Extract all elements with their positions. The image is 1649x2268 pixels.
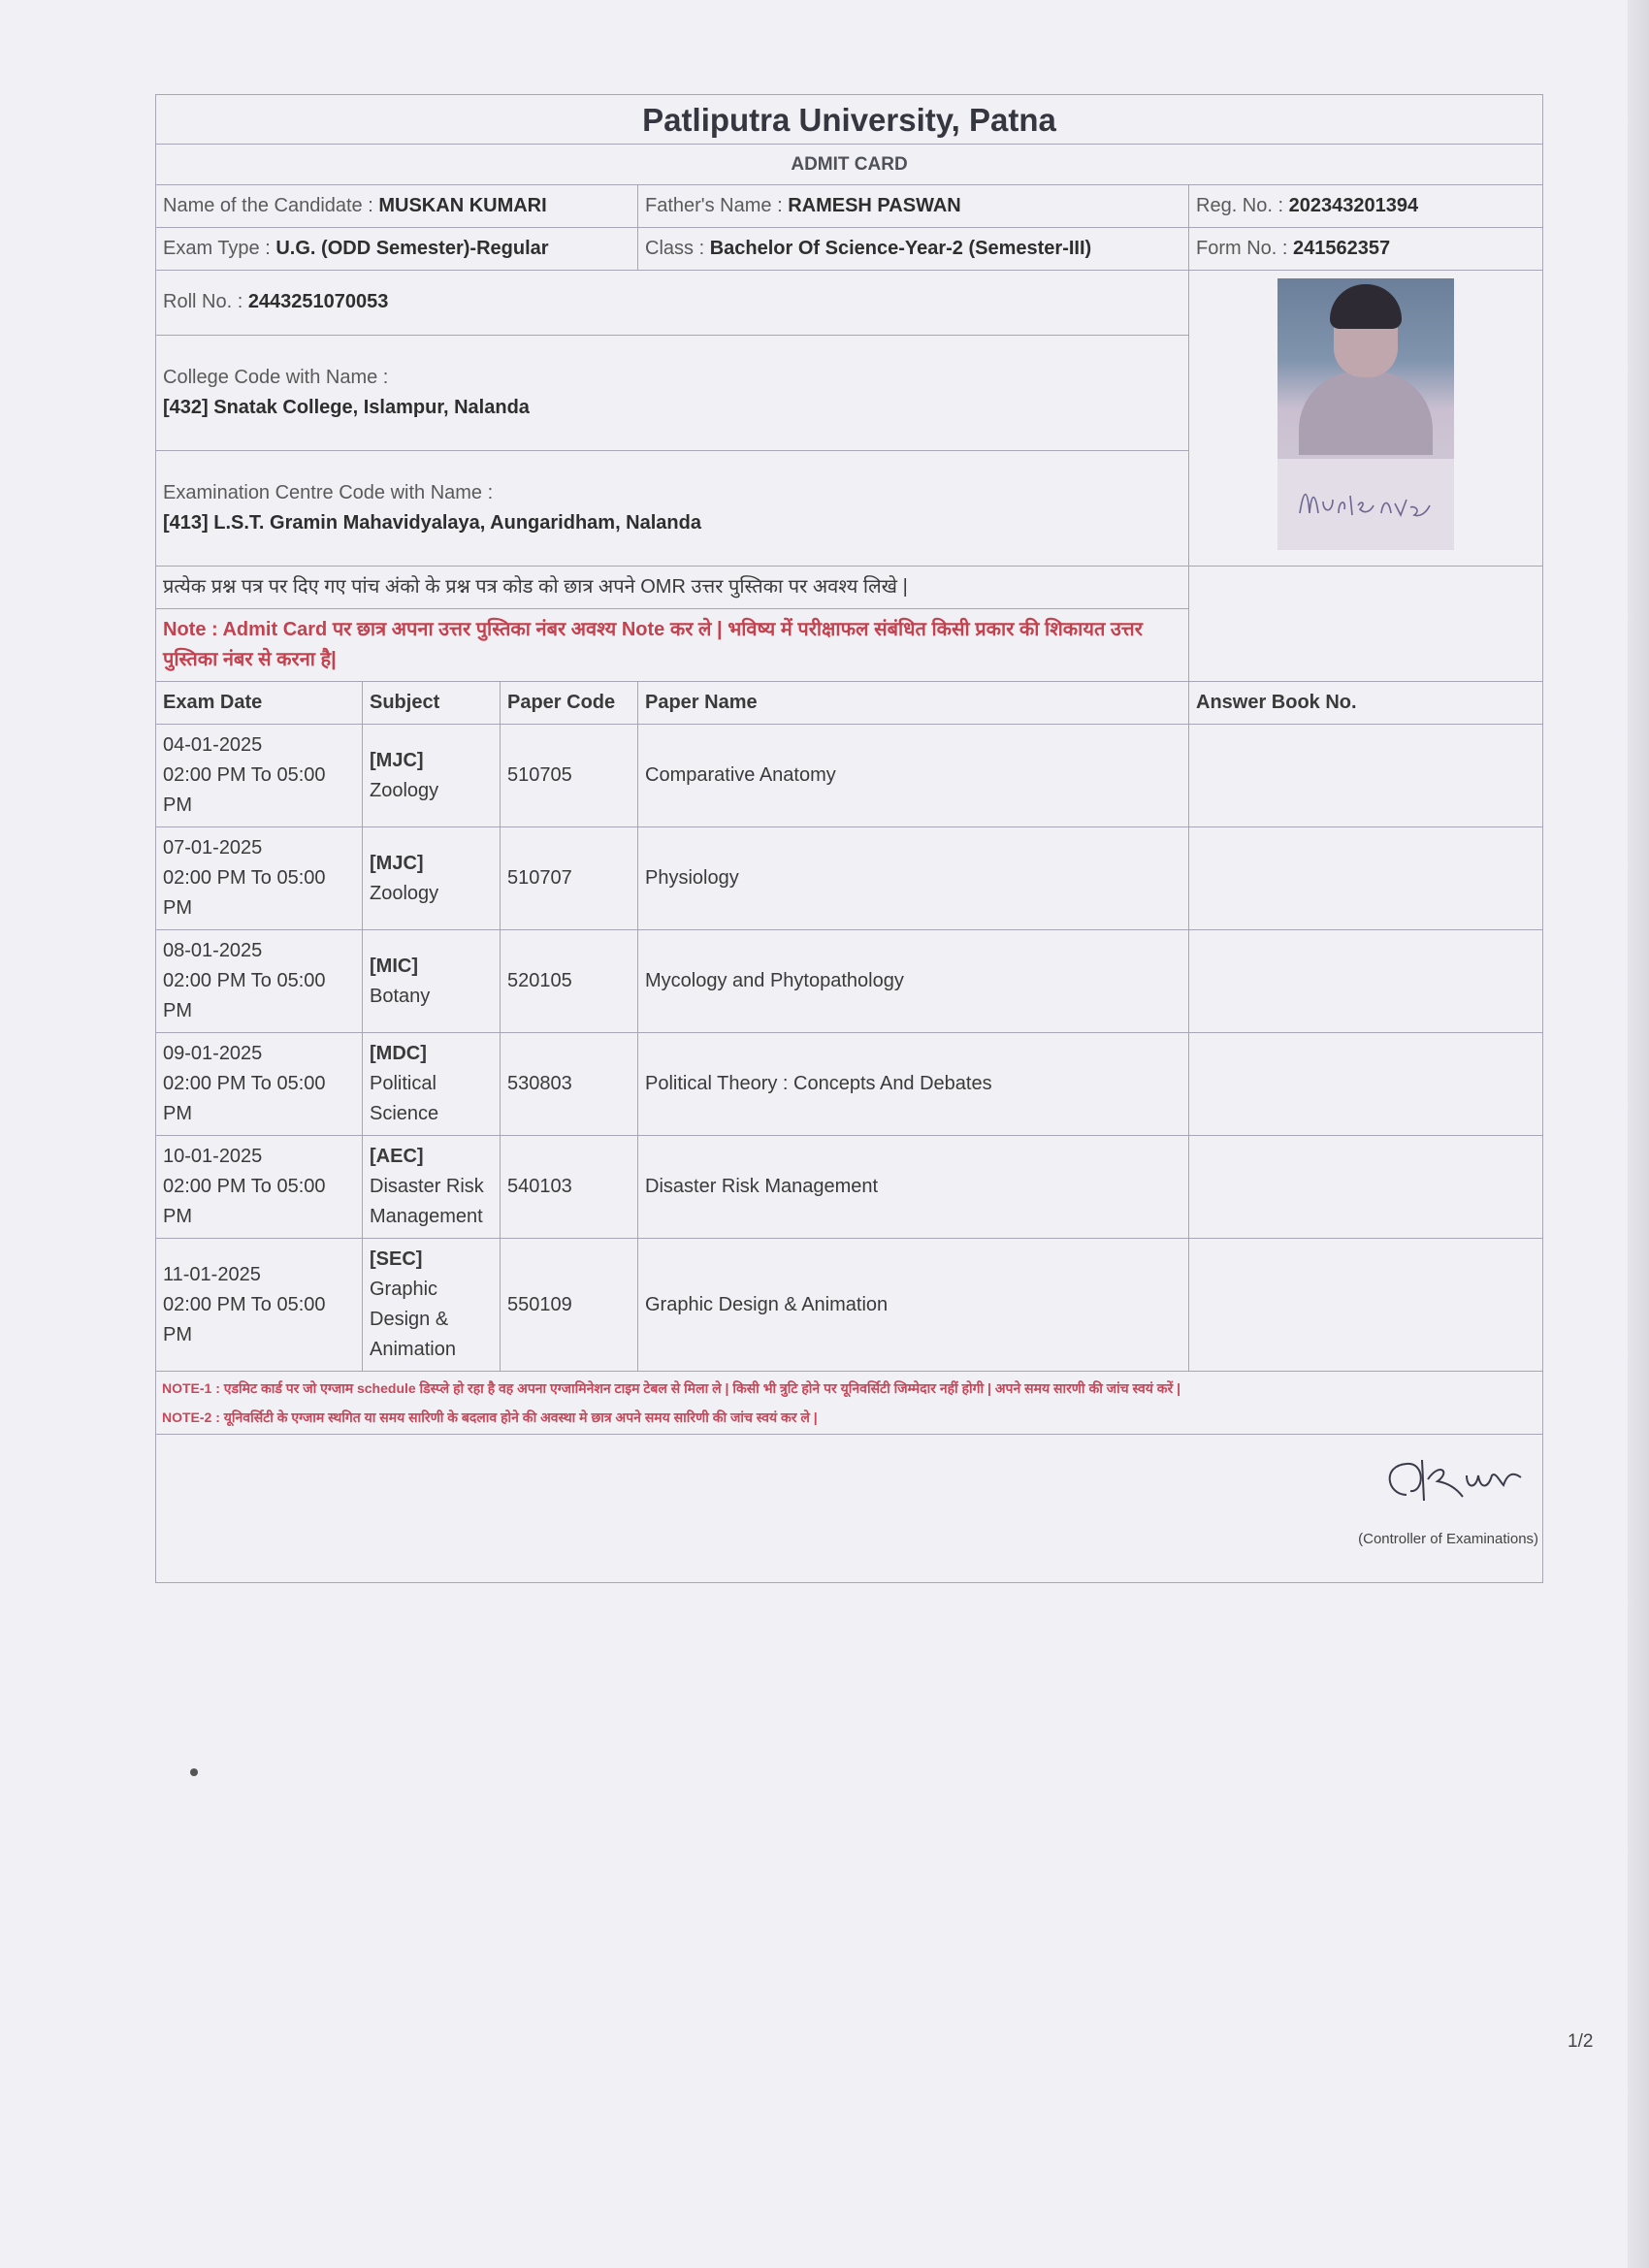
admit-card-table (155, 94, 1543, 1583)
subject-cell (363, 725, 501, 827)
paper-name-cell (638, 930, 1189, 1033)
subject-code-tag: [SEC] (370, 1248, 423, 1270)
paper-name: Disaster Risk Management (645, 1176, 879, 1197)
paper-name: Comparative Anatomy (645, 764, 836, 786)
exam-date: 04-01-2025 (163, 734, 263, 756)
answer-book-cell (1189, 930, 1543, 1033)
exam-date-cell (156, 725, 363, 827)
exam-date: 10-01-2025 (163, 1146, 263, 1167)
exam-date-cell (156, 1033, 363, 1136)
exam-date-cell (156, 827, 363, 930)
paper-name: Mycology and Phytopathology (645, 970, 904, 991)
paper-code: 550109 (507, 1293, 572, 1315)
subject-name: Graphic Design & Animation (370, 1279, 456, 1360)
exam-schedule (156, 725, 1543, 1372)
header-paper-code: Paper Code (501, 682, 638, 725)
answer-book-cell (1189, 1136, 1543, 1239)
admit-card-heading: ADMIT CARD (156, 145, 1543, 185)
reg-no: 202343201394 (1288, 195, 1419, 216)
class-cell (638, 228, 1189, 271)
college-cell (156, 335, 1189, 450)
exam-type-label: Exam Type : (163, 238, 271, 259)
roll-no-cell (156, 271, 1189, 336)
answer-book-cell (1189, 725, 1543, 827)
header-exam-date: Exam Date (156, 682, 363, 725)
paper-code: 530803 (507, 1073, 572, 1094)
photo-body (1299, 372, 1433, 455)
answer-book-note: Note : Admit Card पर छात्र अपना उत्तर पुस्तिका नंबर अवश्य Note कर ले | भविष्य में परीक्षाफल संबंधित किसी प्रकार की शिकायत उत्तर पुस्तिका नंबर से करना है| (156, 609, 1189, 682)
subject-cell (363, 1239, 501, 1372)
form-no-label: Form No. : (1196, 238, 1288, 259)
subject-cell (363, 827, 501, 930)
paper-name-cell (638, 1239, 1189, 1372)
exam-time: 02:00 PM To 05:00 PM (163, 970, 326, 1021)
candidate-signature (1277, 459, 1454, 550)
paper-name: Graphic Design & Animation (645, 1293, 889, 1315)
form-no-cell (1189, 228, 1543, 271)
exam-date: 07-01-2025 (163, 837, 263, 859)
exam-row (156, 1239, 1543, 1372)
exam-date-cell (156, 1239, 363, 1372)
admit-card (155, 94, 1542, 1583)
subject-name: Political Science (370, 1073, 439, 1124)
subject-code-tag: [MDC] (370, 1043, 427, 1064)
exam-date: 11-01-2025 (163, 1263, 261, 1285)
exam-row (156, 1033, 1543, 1136)
paper-name: Physiology (645, 867, 739, 889)
roll-no-label: Roll No. : (163, 291, 243, 313)
note-1: NOTE-1 : एडमिट कार्ड पर जो एग्जाम schedule डिस्प्ले हो रहा है वह अपना एग्जामिनेशन टाइम टेबल से मिला ले | किसी भी त्रुटि होने पर यूनिवर्सिटी जिम्मेदार नहीं होगी | अपने समय सारणी की जांच स्वयं करें | (162, 1380, 1181, 1396)
speck (190, 1768, 198, 1776)
centre-cell (156, 450, 1189, 566)
page-edge (1628, 0, 1649, 2268)
exam-time: 02:00 PM To 05:00 PM (163, 764, 326, 816)
paper-name-cell (638, 1033, 1189, 1136)
exam-date: 08-01-2025 (163, 940, 263, 961)
roll-no: 2443251070053 (247, 291, 389, 313)
reg-no-cell (1189, 185, 1543, 228)
centre-label: Examination Centre Code with Name : (163, 481, 494, 503)
exam-date: 09-01-2025 (163, 1043, 263, 1064)
controller-label: (Controller of Examinations) (1358, 1531, 1539, 1547)
notes-cell (156, 1372, 1543, 1435)
exam-row (156, 725, 1543, 827)
father-name-cell (638, 185, 1189, 228)
header-paper-name: Paper Name (638, 682, 1189, 725)
paper-code-cell (501, 827, 638, 930)
answer-book-cell (1189, 827, 1543, 930)
paper-code-cell (501, 930, 638, 1033)
photo-cell (1189, 271, 1543, 567)
subject-code-tag: [AEC] (370, 1146, 424, 1167)
exam-time: 02:00 PM To 05:00 PM (163, 867, 326, 919)
exam-type: U.G. (ODD Semester)-Regular (275, 238, 549, 259)
subject-name: Botany (370, 985, 431, 1007)
paper-name-cell (638, 725, 1189, 827)
exam-time: 02:00 PM To 05:00 PM (163, 1176, 326, 1227)
reg-no-label: Reg. No. : (1196, 195, 1284, 216)
paper-name: Political Theory : Concepts And Debates (645, 1073, 992, 1094)
omr-instruction: प्रत्येक प्रश्न पत्र पर दिए गए पांच अंको के प्रश्न पत्र कोड को छात्र अपने OMR उत्तर पुस्तिका पर अवश्य लिखे | (156, 567, 1189, 609)
exam-row (156, 827, 1543, 930)
paper-code: 520105 (507, 970, 572, 991)
paper-name-cell (638, 1136, 1189, 1239)
subject-name: Disaster Risk Management (370, 1176, 484, 1227)
class-label: Class : (645, 238, 705, 259)
header-subject: Subject (363, 682, 501, 725)
answer-book-cell (1189, 1239, 1543, 1372)
subject-cell (363, 1033, 501, 1136)
exam-row (156, 1136, 1543, 1239)
class-value: Bachelor Of Science-Year-2 (Semester-III) (709, 238, 1092, 259)
father-name-label: Father's Name : (645, 195, 783, 216)
header-answer-book: Answer Book No. (1189, 682, 1543, 725)
paper-name-cell (638, 827, 1189, 930)
paper-code-cell (501, 1239, 638, 1372)
exam-row (156, 930, 1543, 1033)
subject-code-tag: [MJC] (370, 852, 424, 874)
exam-date-cell (156, 1136, 363, 1239)
controller-signature (1368, 1442, 1533, 1520)
subject-code-tag: [MIC] (370, 955, 418, 977)
exam-time: 02:00 PM To 05:00 PM (163, 1293, 326, 1345)
signature-cell (156, 1435, 1543, 1583)
subject-cell (363, 930, 501, 1033)
candidate-photo (1277, 278, 1454, 550)
university-title: Patliputra University, Patna (156, 95, 1543, 145)
paper-code-cell (501, 725, 638, 827)
centre-name: [413] L.S.T. Gramin Mahavidyalaya, Aungaridham, Nalanda (163, 511, 701, 534)
father-name: RAMESH PASWAN (788, 195, 961, 216)
exam-time: 02:00 PM To 05:00 PM (163, 1073, 326, 1124)
subject-cell (363, 1136, 501, 1239)
college-name: [432] Snatak College, Islampur, Nalanda (163, 396, 530, 418)
answer-book-cell (1189, 1033, 1543, 1136)
paper-code-cell (501, 1033, 638, 1136)
paper-code: 540103 (507, 1176, 572, 1197)
photo-hair (1330, 284, 1402, 329)
subject-name: Zoology (370, 779, 439, 801)
form-no: 241562357 (1293, 238, 1391, 259)
subject-name: Zoology (370, 882, 439, 904)
blank-note-cell (1189, 567, 1543, 682)
subject-code-tag: [MJC] (370, 749, 424, 771)
candidate-name-cell (156, 185, 638, 228)
note-2: NOTE-2 : यूनिवर्सिटी के एग्जाम स्थगित या समय सारिणी के बदलाव होने की अवस्था मे छात्र अपने समय सारिणी की जांच स्वयं कर ले | (162, 1409, 818, 1425)
college-label: College Code with Name : (163, 366, 389, 388)
candidate-name: MUSKAN KUMARI (378, 195, 547, 216)
candidate-name-label: Name of the Candidate : (163, 195, 373, 216)
exam-type-cell (156, 228, 638, 271)
paper-code: 510705 (507, 764, 572, 786)
exam-date-cell (156, 930, 363, 1033)
paper-code-cell (501, 1136, 638, 1239)
page-number: 1/2 (1568, 2031, 1594, 2052)
paper-code: 510707 (507, 867, 572, 889)
candidate-signature-drawing (1288, 470, 1443, 538)
